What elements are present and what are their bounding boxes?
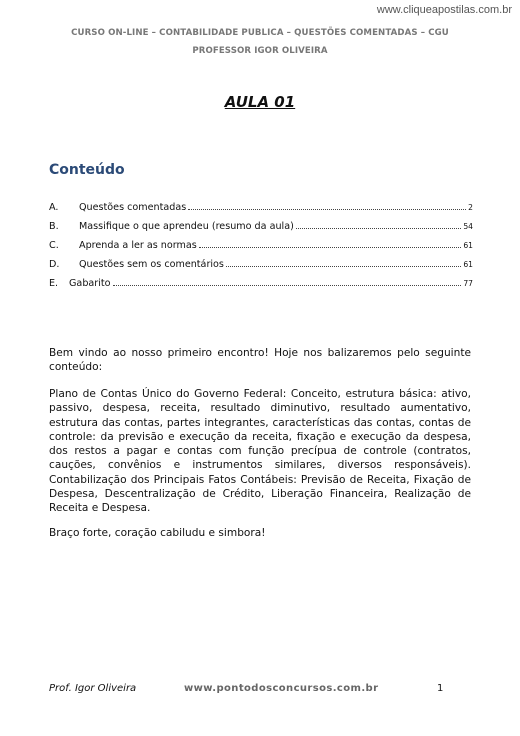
lesson-title: AULA 01	[224, 93, 296, 111]
watermark-url: www.cliqueapostilas.com.br	[376, 4, 512, 16]
toc-leader	[296, 227, 462, 229]
toc-letter: E.	[49, 278, 59, 289]
table-of-contents	[49, 202, 473, 297]
toc-title: Conteúdo	[49, 162, 125, 178]
toc-page: 54	[463, 222, 473, 231]
toc-letter: C.	[49, 240, 59, 251]
toc-item-e[interactable]	[49, 278, 473, 296]
toc-text: Questões comentadas	[79, 202, 187, 213]
footer-site: www.pontodosconcursos.com.br	[184, 683, 379, 694]
toc-page: 2	[468, 203, 473, 212]
closing-paragraph: Braço forte, coração cabiludu e simbora!	[49, 527, 266, 539]
course-header: CURSO ON-LINE – CONTABILIDADE PUBLICA – QUESTÕES COMENTADAS – CGU	[71, 28, 449, 38]
toc-text: Aprenda a ler as normas	[79, 240, 197, 251]
professor-header: PROFESSOR IGOR OLIVEIRA	[192, 46, 328, 56]
syllabus-paragraph: Plano de Contas Único do Governo Federal: Conceito, estrutura básica: ativo, passivo, despesa, receita, resultado diminutivo, resultado aumentativo, estrutura das contas, partes integrantes, características das contas, contas de controle: da previsão e execução da receita, fixação e execução da despesa, dos restos a pagar e contas com função precípua de controle (contratos, cauções, convênios e instrumentos similares, diversos responsáveis). Contabilização dos Principais Fatos Contábeis: Previsão de Receita, Fixação de Despesa, Descentralização de Crédito, Liberação Financeira, Realização de Receita e Despesa.	[49, 388, 471, 515]
toc-leader	[226, 265, 461, 267]
toc-leader	[199, 246, 462, 248]
page-number: 1	[437, 683, 444, 694]
toc-item-d[interactable]	[49, 259, 473, 277]
intro-paragraph: Bem vindo ao nosso primeiro encontro! Hoje nos balizaremos pelo seguinte conteúdo:	[49, 347, 471, 374]
toc-page: 77	[463, 279, 473, 288]
toc-page: 61	[463, 260, 473, 269]
footer-author: Prof. Igor Oliveira	[49, 683, 137, 694]
toc-page: 61	[463, 241, 473, 250]
toc-text: Questões sem os comentários	[79, 259, 224, 270]
toc-leader	[113, 284, 462, 286]
toc-item-b[interactable]	[49, 221, 473, 239]
toc-letter: B.	[49, 221, 59, 232]
toc-leader	[188, 208, 466, 210]
toc-letter: D.	[49, 259, 60, 270]
toc-letter: A.	[49, 202, 59, 213]
toc-item-a[interactable]	[49, 202, 473, 220]
toc-item-c[interactable]	[49, 240, 473, 258]
toc-text: Massifique o que aprendeu (resumo da aula)	[79, 221, 294, 232]
toc-text: Gabarito	[69, 278, 111, 289]
